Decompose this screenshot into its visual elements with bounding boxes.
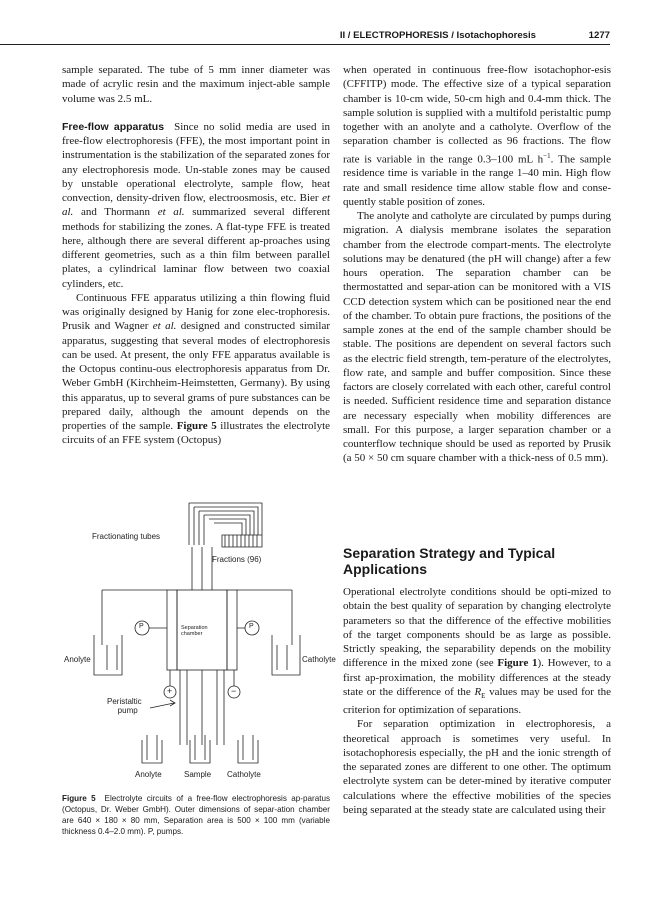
running-head-title: II / ELECTROPHORESIS / Isotachophoresis (339, 30, 536, 41)
figure-caption (62, 793, 330, 837)
figure-5-diagram (62, 495, 336, 785)
paragraph: when operated in continuous free-flow isotachophor-esis (CFFITP) mode. The effective size of a typical separation chamber is 10-cm wide, 50-cm high and 0.4-mm thick. The sample solution is supplied with a multifold peristaltic pump together with an anolyte and a catholyte. Overflow of the separation chamber is collected as 96 fractions. The flow rate is variable in the range 0.3–100 mL $h^{-1}$. The sample residence time is variable in the range 1–40 min. High flow rate and small residence time allow stable flow and conse-quently stable position of zones. (343, 64, 611, 208)
label-pump-right: P (249, 623, 254, 630)
label-fractions: Fractions (96) (212, 555, 262, 564)
running-header (0, 30, 610, 45)
figure-reference: Figure 1 (497, 657, 538, 670)
run-in-heading: Free-flow apparatus (62, 120, 165, 133)
right-column (343, 63, 611, 466)
catholyte-reservoir (272, 635, 300, 675)
figure-reference: Figure 5 (176, 420, 217, 432)
fractionating-tubes (189, 503, 262, 535)
caption-text: Electrolyte circuits of a free-flow electrophoresis ap-paratus (Octopus, Dr. Weber GmbH). Outer dimensions of separ-ation chamber are 640 × 180 × 80 mm, Separation area is 500 × 100 mm (variable thickness 0.4–2.0 mm). P, pumps. (62, 794, 330, 836)
paragraph: The anolyte and catholyte are circulated by pumps during migration. A dialysis membrane isolates the separation chamber from the electrode compart-ments. The electrolyte solutions may be denatured (the pH will change) after a few hours operation. The separation chamber can be thermostatted and separ-ation can be monitored with a VIS CCD detection system which can be positioned near the end of the chamber. To obtain pure fractions, the positions of the sample zones at the end of the sample chamber should be stable. The positions are dependent on several factors such as the electric field strength, tem-perature of the electrolytes, flow rate, and sample and buffer composition. Since these factors are closely correlated with each other, careful control is needed. Sufficient residence time and separation distance are necessary especially when mobility differences are small. For this purpose, a larger separation chamber or a counterflow technique should be used as reported by Prusik (a 50 × 50 cm square chamber with a thick-ness of 0.5 mm). (343, 210, 611, 465)
caption-label: Figure 5 (62, 794, 96, 803)
anode-compartment (167, 590, 177, 670)
label-separation-chamber: Separation chamber (181, 625, 208, 637)
label-minus: − (231, 686, 237, 696)
catholyte-bottle (238, 740, 258, 763)
page-number: 1277 (588, 30, 610, 41)
cathode-compartment (227, 590, 237, 670)
label-bottom-catholyte: Catholyte (227, 770, 261, 779)
paragraph: sample separated. The tube of 5 mm inner diameter was made of acrylic resin and the maximum inject-able sample volume was 2.5 mL. (62, 64, 330, 105)
anolyte-reservoir (94, 635, 122, 675)
paragraph: Operational electrolyte conditions should be opti-mized to obtain the best quality of separation by changing electrolyte parameters so that the difference of the effective mobilities of the target components should be as large as possible. Strictly speaking, the separability depends on the mobility difference in the mixed zone (see Figure 1). However, to a first ap-proximation, the mobility differences at the steady state or the difference of the $R_E$ values may be used for the criterion for optimization of separations. (343, 586, 612, 717)
paragraph: For separation optimization in electrophoresis, a theoretical approach is sometimes very useful. In isotachophoresis especially, the pH and the ionic strength of the separated zones are different to one other. The optimum electrolyte system can be deter-mined by iterative computer calculations where the effective mobilities of the species being separated at the steady state are calculated using their (343, 718, 611, 816)
label-anolyte: Anolyte (64, 655, 91, 664)
right-column-lower (343, 585, 611, 817)
fraction-collector (222, 535, 262, 547)
label-bottom-anolyte: Anolyte (135, 770, 162, 779)
label-fractionating-tubes: Fractionating tubes (92, 532, 161, 541)
left-column (62, 63, 330, 448)
label-peristaltic-pump: Peristaltic pump (107, 697, 142, 715)
paragraph: Continuous FFE apparatus utilizing a thin flowing fluid was originally designed by Hanig for zone elec-trophoresis. Prusik and Wagner et al. designed and constructed similar apparatus, suggesting that several modes of electrophoresis can be used. At present, the only FFE apparatus available is the Octopus continu-ous electrophoresis apparatus from Dr. Weber GmbH (Kirchheim-Heimstetten, Germany). By using this apparatus, up to several grams of pure substances can be prepared daily, although the amount depends on the properties of the sample. Figure 5 illustrates the electrolyte circuits of an FFE system (Octopus) (62, 291, 331, 447)
sample-bottle (190, 740, 210, 763)
paragraph-free-flow-apparatus: Free-flow apparatus Since no solid media are used in free-flow electrophoresis (FFE), the most important point in instrumentation is the stabilization of the separated zones for any electrophoresis mode. Un-stable zones may be caused by unstable operational electrolyte, sample flow, heat convection, density-driven flow, electroosmosis, etc. Bier et al. and Thormann et al. summarized several different methods for stabilizing the zones. A flat-type FFE is treated here, although there are several different ap-proaches using different geometries, such as a thin film between parallel plates, a cylindrical laminar flow between two coaxial cylinders, etc. (62, 120, 331, 290)
tube-leads (189, 503, 204, 545)
label-catholyte: Catholyte (302, 655, 336, 664)
section-heading: Separation Strategy and Typical Applications (343, 545, 556, 577)
label-pump-left: P (139, 623, 144, 630)
anolyte-bottle (142, 740, 162, 763)
label-bottom-sample: Sample (184, 770, 212, 779)
label-plus: + (167, 686, 173, 696)
